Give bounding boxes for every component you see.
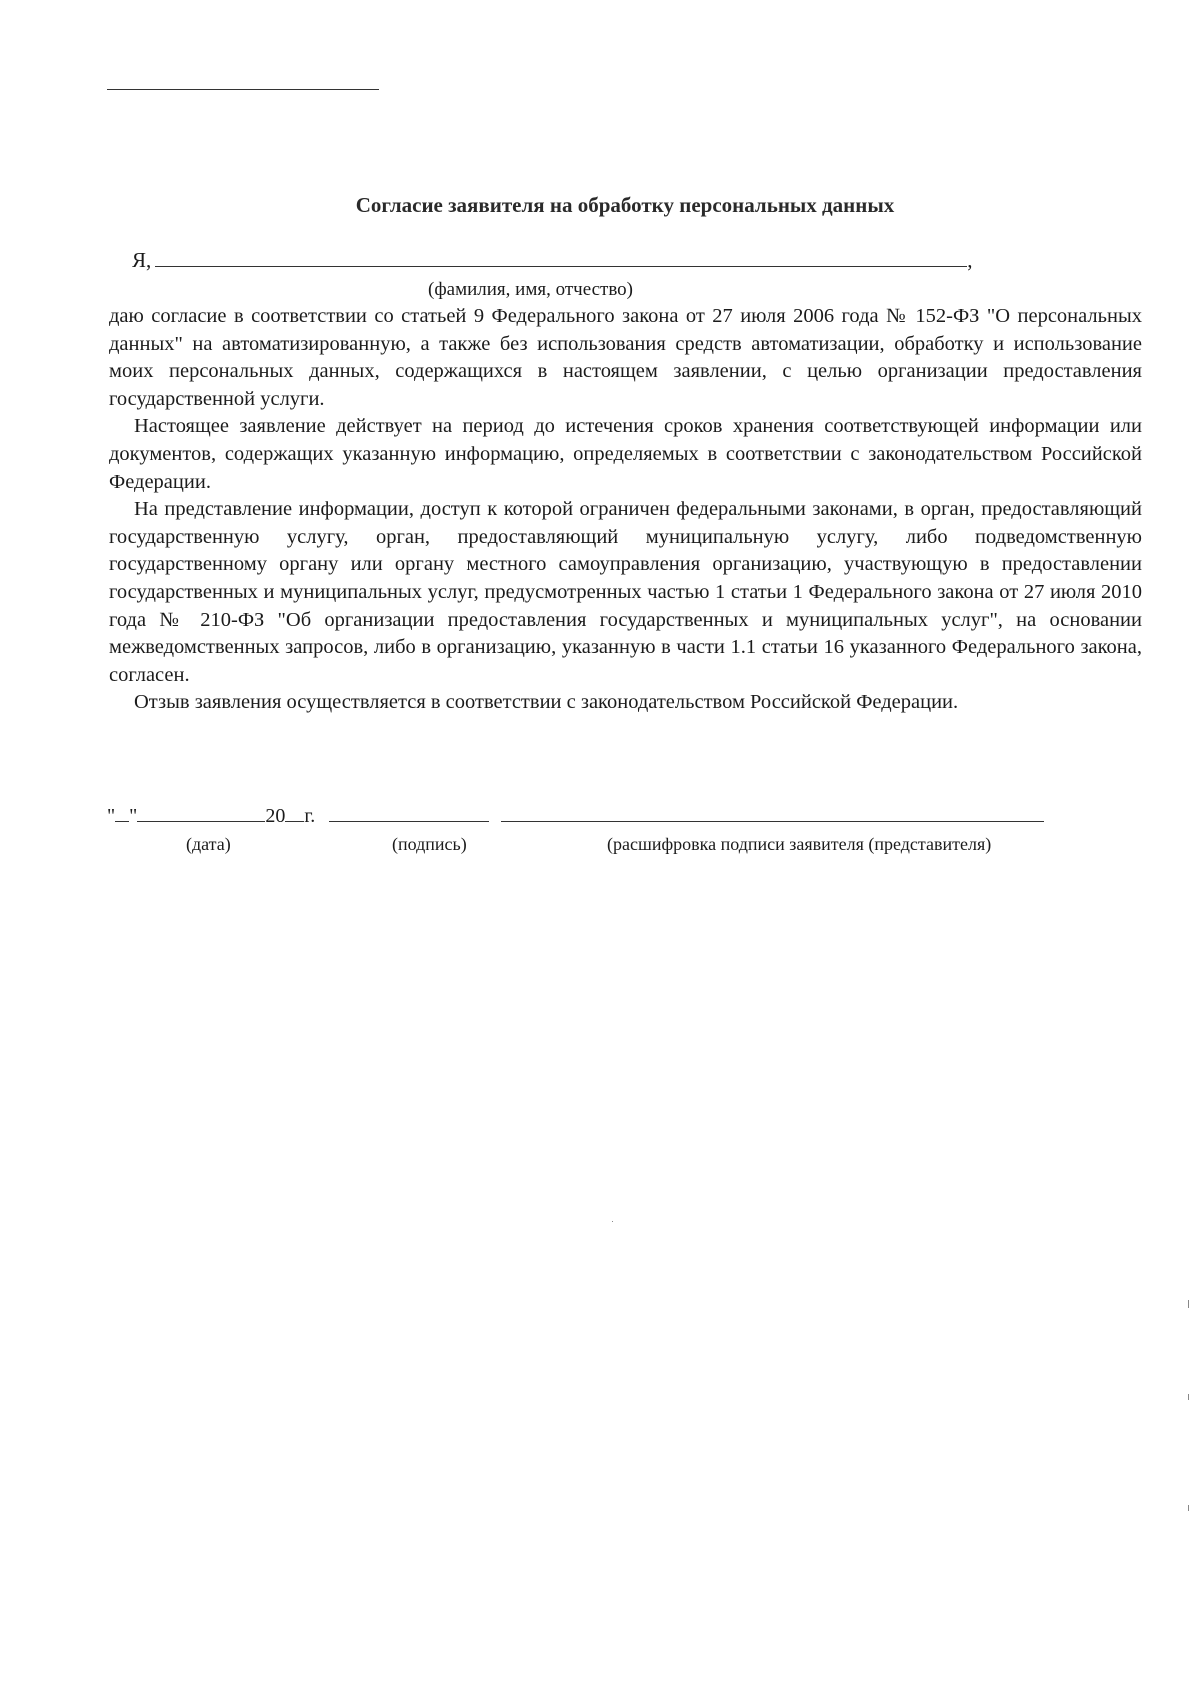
scan-speck bbox=[612, 1221, 613, 1222]
date-year-field[interactable] bbox=[285, 805, 304, 822]
signature-row bbox=[107, 805, 1044, 828]
header-blank-line bbox=[107, 89, 379, 90]
scan-speck bbox=[1188, 1300, 1189, 1308]
consent-paragraph-3: На представление информации, доступ к которой ограничен федеральными законами, в орган, предоставляющий государственную услугу, орган, предоставляющий муниципальную услугу, либо подведомственную государственному органу или органу местного самоуправления организацию, участвующую в предоставлении государственных и муниципальных услуг, предусмотренных частью 1 статьи 1 Федерального закона от 27 июля 2010 года № 210-ФЗ "Об организации предоставления государственных и муниципальных услуг", на основании межведомственных запросов, либо в организацию, указанную в части 1.1 статьи 16 указанного Федерального закона, согласен. bbox=[109, 498, 1142, 686]
signature-decode-field[interactable] bbox=[501, 805, 1044, 822]
scan-speck bbox=[1188, 1394, 1189, 1400]
date-quote-close: " bbox=[129, 805, 138, 827]
consent-paragraph-1: даю согласие в соответствии со статьей 9 Федерального закона от 27 июля 2006 года № 152-ФЗ "О персональных данных" на автоматизированную, а также без использования средств автоматизации, обработку и использование моих персональных данных, содержащихся в настоящем заявлении, с целью организации предоставления государственной услуги. bbox=[109, 305, 1142, 410]
signature-field[interactable] bbox=[329, 805, 489, 822]
date-month-field[interactable] bbox=[137, 805, 265, 822]
consent-body bbox=[109, 303, 1142, 717]
intro-suffix: , bbox=[967, 248, 973, 272]
consent-paragraph-2: Настоящее заявление действует на период до истечения сроков хранения соответствующей информации или документов, содержащих указанную информацию, определяемых в соответствии с законодательством Российской Федерации. bbox=[109, 415, 1142, 493]
signature-caption: (подпись) bbox=[392, 834, 467, 854]
full-name-caption: (фамилия, имя, отчество) bbox=[428, 279, 634, 300]
document-title: Согласие заявителя на обработку персональных данных bbox=[355, 193, 895, 217]
consent-paragraph-4: Отзыв заявления осуществляется в соответствии с законодательством Российской Федерации. bbox=[134, 691, 959, 714]
date-year-suffix: г. bbox=[304, 805, 316, 827]
intro-prefix: Я, bbox=[132, 248, 152, 272]
signature-decode-caption: (расшифровка подписи заявителя (представителя) bbox=[607, 834, 992, 854]
date-day-field[interactable] bbox=[115, 805, 129, 822]
scan-speck bbox=[1188, 1505, 1189, 1511]
date-year-prefix: 20 bbox=[265, 805, 286, 827]
date-caption: (дата) bbox=[186, 834, 231, 854]
applicant-name-line bbox=[132, 248, 973, 273]
date-quote-open: " bbox=[107, 805, 116, 827]
full-name-field[interactable] bbox=[155, 248, 967, 267]
